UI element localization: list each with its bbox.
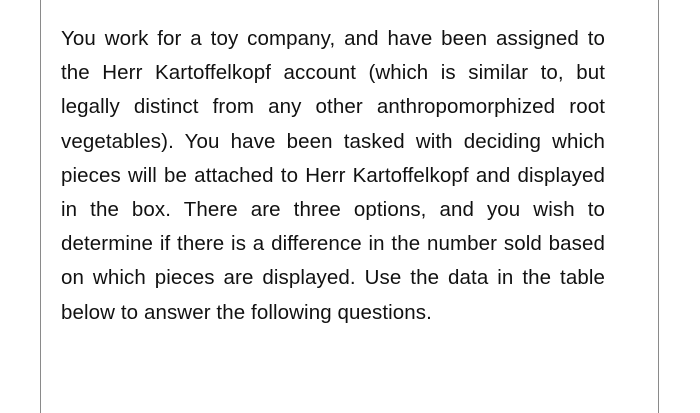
page-border-left xyxy=(40,0,41,413)
problem-statement-text: You work for a toy company, and have been assigned to the Herr Kartoffelkopf account (which is similar to, but legally distinct from any other anthropomorphized root vegetables). You have been tasked with deciding which pieces will be attached to Herr Kartoffelkopf and displayed in the box. There are three options, and you wish to determine if there is a difference in the number sold based on which pieces are displayed. Use the data in the table below to answer the following questions. xyxy=(61,27,605,324)
page-border-right xyxy=(658,0,659,413)
